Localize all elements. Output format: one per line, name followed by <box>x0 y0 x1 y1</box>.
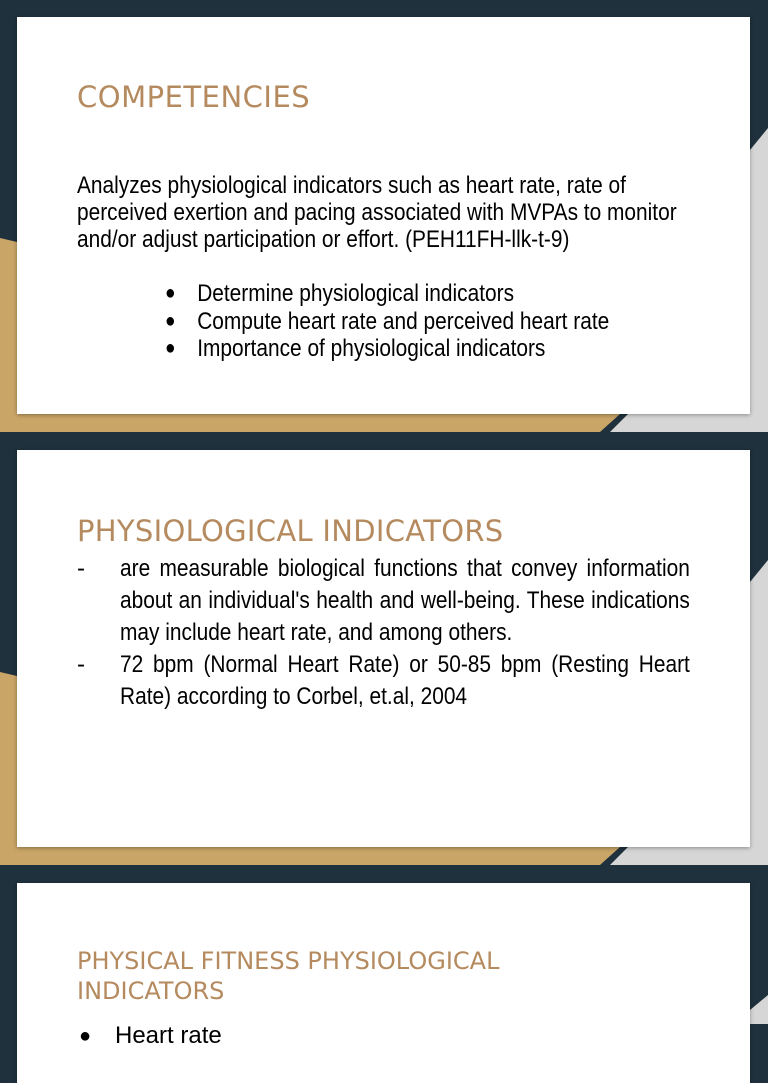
list-item: ● Determine physiological indicators <box>165 280 515 307</box>
fitness-indicator-list <box>77 1021 222 1051</box>
bullet-icon: ● <box>165 309 176 332</box>
bullet-icon: ● <box>79 1025 92 1047</box>
slide-physical-fitness-indicators <box>17 883 750 1083</box>
slide-competencies <box>17 17 750 414</box>
slide-title: PHYSIOLOGICAL INDICATORS <box>77 514 504 548</box>
dash-marker: - <box>77 555 85 582</box>
bullet-icon: ● <box>165 337 176 359</box>
list-item: - 72 bpm (Normal Heart Rate) or 50-85 bpm (Resting Heart Rate) according to Corbel, et.al, 2004 <box>77 651 690 710</box>
indicator-list <box>77 553 690 713</box>
bullet-icon: ● <box>165 282 176 304</box>
list-item: ● Compute heart rate and perceived heart rate <box>165 307 610 335</box>
list-item: ● Heart rate <box>79 1022 222 1049</box>
competency-list <box>165 280 704 363</box>
competency-paragraph: Analyzes physiological indicators such as heart rate, rate of perceived exertion and pacing associated with MVPAs to monitor and/or adjust participation or effort. (PEH11FH-llk-t-9) <box>77 172 677 253</box>
slide-title: COMPETENCIES <box>77 80 311 114</box>
list-item: ● Importance of physiological indicators <box>165 335 546 362</box>
list-item: - are measurable biological functions that convey information about an individual's health and well-being. These indications may include heart rate, and among others. <box>77 555 690 646</box>
slide-physiological-indicators <box>17 450 750 847</box>
dash-marker: - <box>77 651 85 678</box>
slide-title: PHYSICAL FITNESS PHYSIOLOGICAL INDICATORS <box>77 947 500 1005</box>
